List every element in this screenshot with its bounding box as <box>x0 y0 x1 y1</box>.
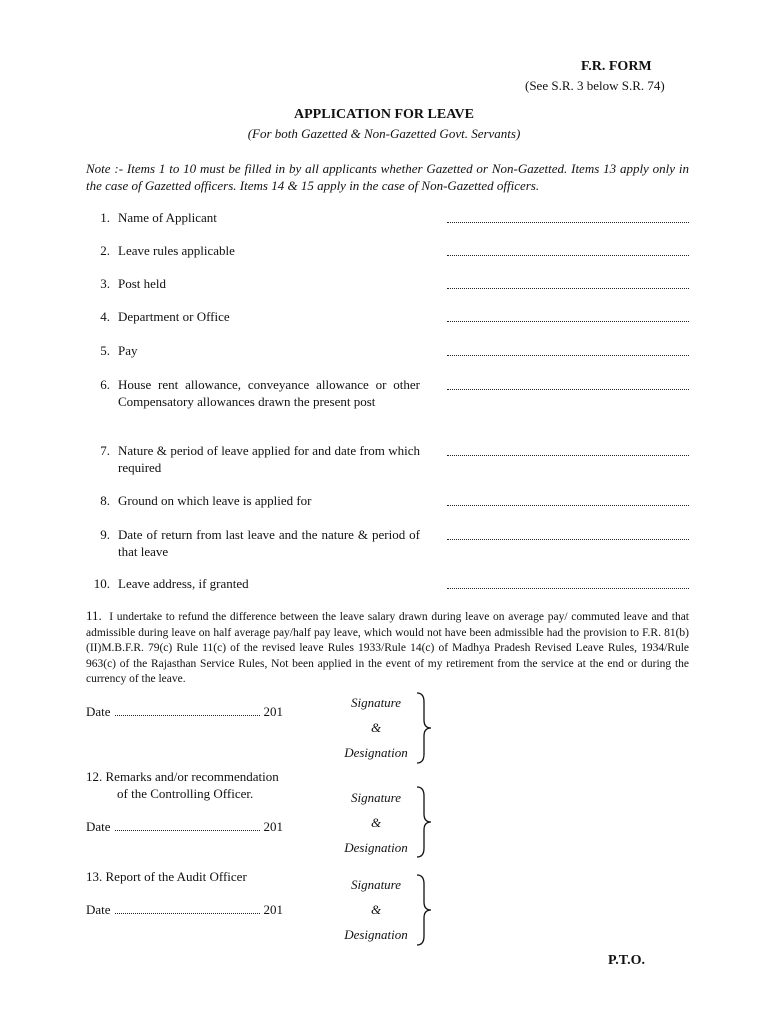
answer-field-6[interactable] <box>447 379 689 390</box>
signature-designation-2 <box>336 785 416 860</box>
form-code: F.R. FORM <box>581 59 652 74</box>
item-label: Name of Applicant <box>118 210 217 225</box>
answer-field-5[interactable] <box>447 345 689 356</box>
rule-reference: (See S.R. 3 below S.R. 74) <box>525 78 665 93</box>
item-label: Department or Office <box>118 309 230 324</box>
answer-field-8[interactable] <box>447 495 689 506</box>
year-label: 201 <box>263 704 284 719</box>
answer-field-4[interactable] <box>447 311 689 322</box>
answer-field-2[interactable] <box>447 245 689 256</box>
item-number: 1. <box>100 210 110 225</box>
item-label: Date of return from last leave and the nature & period of that leave <box>118 527 420 559</box>
answer-field-9[interactable] <box>447 529 689 540</box>
item-label: Post held <box>118 276 167 291</box>
year-label: 201 <box>263 819 284 834</box>
signature-label: Signature <box>350 695 402 710</box>
please-turn-over: P.T.O. <box>608 953 645 968</box>
form-title: APPLICATION FOR LEAVE <box>294 107 474 122</box>
item-number: 5. <box>100 343 110 358</box>
item-label: Ground on which leave is applied for <box>118 493 312 508</box>
date-field-1[interactable] <box>115 706 260 716</box>
item-label: Leave address, if granted <box>118 576 249 591</box>
date-line-1 <box>86 704 283 720</box>
answer-field-1[interactable] <box>447 212 689 223</box>
form-subtitle: (For both Gazetted & Non-Gazetted Govt. Servants) <box>247 126 521 141</box>
date-line-2 <box>86 819 283 835</box>
signature-designation-3 <box>336 872 416 947</box>
undertaking-paragraph <box>86 608 689 688</box>
audit-heading: 13. Report of the Audit Officer <box>86 869 247 884</box>
answer-field-7[interactable] <box>447 445 689 456</box>
date-label: Date <box>86 819 111 834</box>
item-number: 4. <box>100 309 110 324</box>
right-brace-icon <box>414 786 434 858</box>
item-number: 8. <box>100 493 110 508</box>
item-number: 10. <box>93 576 110 591</box>
designation-label: Designation <box>344 745 408 760</box>
ampersand: & <box>370 720 382 735</box>
ampersand: & <box>370 902 382 917</box>
remarks-line-2: of the Controlling Officer. <box>117 786 254 801</box>
answer-field-10[interactable] <box>447 578 689 589</box>
item-label: Leave rules applicable <box>118 243 235 258</box>
item-number: 9. <box>100 527 110 542</box>
item-number: 7. <box>100 443 110 458</box>
item-label: House rent allowance, conveyance allowance or other Compensatory allowances drawn the present post <box>118 377 420 409</box>
date-field-2[interactable] <box>115 821 260 831</box>
right-brace-icon <box>414 874 434 946</box>
instructions-note: Note :- Items 1 to 10 must be filled in by all applicants whether Gazetted or Non-Gazetted. Items 13 apply only in the case of Gazetted officers. Items 14 & 15 apply in the case of Non-Gazetted officers. <box>86 161 689 193</box>
signature-label: Signature <box>350 877 402 892</box>
item-number: 2. <box>100 243 110 258</box>
year-label: 201 <box>263 902 284 917</box>
designation-label: Designation <box>344 927 408 942</box>
date-line-3 <box>86 902 283 918</box>
ampersand: & <box>370 815 382 830</box>
item-number: 6. <box>100 377 110 392</box>
item-label: Pay <box>118 343 138 358</box>
designation-label: Designation <box>344 840 408 855</box>
item-number: 3. <box>100 276 110 291</box>
remarks-heading <box>86 768 279 802</box>
date-label: Date <box>86 902 111 917</box>
signature-label: Signature <box>350 790 402 805</box>
date-label: Date <box>86 704 111 719</box>
signature-designation-1 <box>336 690 416 765</box>
undertaking-number: 11. <box>86 608 102 623</box>
answer-field-3[interactable] <box>447 278 689 289</box>
item-label: Nature & period of leave applied for and date from which required <box>118 443 420 475</box>
right-brace-icon <box>414 692 434 764</box>
undertaking-text: I undertake to refund the difference between the leave salary drawn during leave on average pay/ commuted leave and that admissible during leave on half average pay/half pay leave, which would not have been admissible had the provision to F.R. 81(b)(II)M.B.F.R. 79(c) Rule 11(c) of the revised leave Rules 1933/Rule 14(c) of Madhya Pradesh Revised Leave Rules, 1934/Rule 963(c) of the Rajasthan Service Rules, Not been applied in the event of my retirement from the service at the end or during the currency of the leave. <box>86 611 689 685</box>
date-field-3[interactable] <box>115 904 260 914</box>
remarks-line-1: 12. Remarks and/or recommendation <box>86 769 279 784</box>
